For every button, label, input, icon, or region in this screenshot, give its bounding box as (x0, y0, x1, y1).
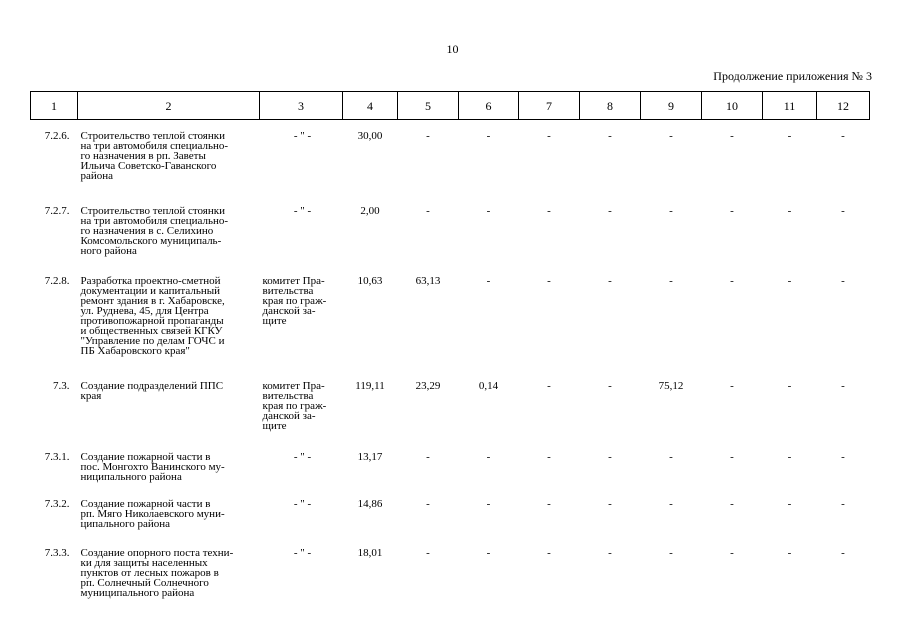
value-cell: - (547, 205, 551, 217)
measure-name-line: ного района (80, 245, 137, 257)
measure-name-line: на три автомобиля специально- (80, 140, 229, 152)
value-cell: - (669, 130, 673, 142)
column-header: 7 (519, 92, 580, 120)
value-cell: - (669, 275, 673, 287)
value-cell: - (486, 547, 491, 559)
measure-name (78, 548, 260, 608)
executor (260, 499, 343, 548)
measure-name-line: го назначения в с. Селихино (80, 225, 214, 237)
value-cell: - (486, 275, 491, 287)
measure-name-line: рп. Мяго Николаевского муни- (80, 508, 225, 520)
measure-name-line: Строительство теплой стоянки (80, 130, 225, 142)
value-cell: - (608, 205, 612, 217)
column-header: 6 (459, 92, 519, 120)
value-cell: - (841, 498, 845, 510)
measure-name (78, 131, 260, 206)
value-cell: - (608, 130, 612, 142)
table-body (31, 120, 870, 609)
column-header: 1 (31, 92, 78, 120)
value-cell: - (608, 380, 612, 392)
measure-name (78, 452, 260, 499)
value-cell: - (787, 205, 792, 217)
row-number: 7.3.1. (44, 451, 70, 463)
value-cell: - (486, 451, 491, 463)
value-cell: - (608, 451, 612, 463)
value-cell: - (608, 547, 612, 559)
value-cell: - (486, 498, 491, 510)
executor (260, 452, 343, 499)
measure-name-line: пос. Монгохто Ванинского му- (80, 461, 225, 473)
value-cell: - (787, 498, 792, 510)
column-header: 11 (763, 92, 817, 120)
measure-name (78, 381, 260, 452)
measure-name-line: Создание подразделений ППС (80, 380, 224, 392)
value-cell: 14,86 (357, 498, 383, 510)
executor (260, 131, 343, 206)
column-header: 3 (260, 92, 343, 120)
value-cell: - (841, 275, 845, 287)
value-cell: - (730, 547, 734, 559)
continuation-caption: Продолжение приложения № 3 (713, 69, 872, 83)
value-cell: - (787, 130, 792, 142)
measure-name-line: ремонт здания в г. Хабаровске, (80, 295, 225, 307)
column-header: 10 (702, 92, 763, 120)
executor-line: комитет Пра- (262, 275, 325, 287)
executor-line: данской за- (262, 305, 316, 317)
value-cell: - (669, 205, 673, 217)
value-cell: - (608, 275, 612, 287)
table-row (31, 276, 870, 381)
executor-line: вительства (262, 285, 314, 297)
value-cell: - (426, 498, 430, 510)
executor-line: данской за- (262, 410, 316, 422)
value-cell: - (547, 380, 551, 392)
value-cell: - (841, 380, 845, 392)
measure-name-line: Разработка проектно-сметной (80, 275, 221, 287)
row-number: 7.3.2. (44, 498, 70, 510)
executor-line: щите (262, 420, 287, 432)
measure-name-line: "Управление по делам ГОЧС и (80, 335, 225, 347)
executor-line: - " - (293, 205, 312, 217)
column-header: 12 (817, 92, 870, 120)
column-header: 2 (78, 92, 260, 120)
value-cell: - (730, 275, 734, 287)
value-cell: - (787, 547, 792, 559)
measure-name-line: Создание пожарной части в (80, 498, 211, 510)
value-cell: - (547, 275, 551, 287)
value-cell: - (486, 130, 491, 142)
value-cell: 0,14 (478, 380, 499, 392)
measure-name-line: ПБ Хабаровского края" (80, 345, 190, 357)
measure-name-line: Создание опорного поста техни- (80, 547, 234, 559)
value-cell: - (669, 547, 673, 559)
measure-name (78, 276, 260, 381)
measure-name-line: ки для защиты населенных (80, 557, 208, 569)
executor-line: - " - (293, 451, 312, 463)
value-cell: - (426, 451, 430, 463)
measure-name-line: пунктов от лесных пожаров в (80, 567, 219, 579)
value-cell: - (486, 205, 491, 217)
measure-name (78, 499, 260, 548)
executor (260, 276, 343, 381)
value-cell: 10,63 (357, 275, 383, 287)
value-cell: - (730, 451, 734, 463)
executor-line: края по граж- (262, 400, 327, 412)
row-number: 7.3.3. (44, 547, 70, 559)
measure-name-line: ул. Руднева, 45, для Центра (80, 305, 209, 317)
value-cell: 23,29 (415, 380, 441, 392)
value-cell: 119,11 (355, 380, 385, 392)
measure-name-line: противопожарной пропаганды (80, 315, 224, 327)
value-cell: - (669, 498, 673, 510)
measure-name-line: на три автомобиля специально- (80, 215, 229, 227)
value-cell: - (730, 380, 734, 392)
measure-name-line: Комсомольского муниципаль- (80, 235, 222, 247)
row-number: 7.2.8. (44, 275, 70, 287)
measure-name-line: Строительство теплой стоянки (80, 205, 225, 217)
table-row (31, 131, 870, 206)
column-header: 8 (580, 92, 641, 120)
measure-name-line: Ильича Советско-Гаванского (80, 160, 217, 172)
value-cell: - (787, 380, 792, 392)
value-cell: - (426, 205, 430, 217)
value-cell: - (426, 547, 430, 559)
measure-name-line: го назначения в рп. Заветы (80, 150, 206, 162)
measure-name-line: Создание пожарной части в (80, 451, 211, 463)
value-cell: - (547, 130, 551, 142)
measure-name-line: и общественных связей КГКУ (80, 325, 223, 337)
value-cell: - (547, 498, 551, 510)
table-row (31, 548, 870, 608)
value-cell: 2,00 (360, 205, 380, 217)
value-cell: 75,12 (658, 380, 684, 392)
value-cell: - (841, 130, 845, 142)
executor (260, 548, 343, 608)
executor-line: щите (262, 315, 287, 327)
executor (260, 206, 343, 276)
value-cell: 63,13 (415, 275, 441, 287)
value-cell: - (730, 205, 734, 217)
value-cell: - (426, 130, 430, 142)
value-cell: - (787, 451, 792, 463)
column-header: 9 (641, 92, 702, 120)
executor-line: вительства (262, 390, 314, 402)
executor-line: комитет Пра- (262, 380, 325, 392)
column-header: 4 (343, 92, 398, 120)
column-header: 5 (398, 92, 459, 120)
measure-name-line: района (80, 170, 114, 182)
page-number: 10 (446, 42, 459, 56)
executor-line: края по граж- (262, 295, 327, 307)
value-cell: - (730, 498, 734, 510)
measure-name-line: края (80, 390, 102, 402)
executor (260, 381, 343, 452)
appendix-table (30, 91, 870, 608)
value-cell: - (841, 205, 845, 217)
value-cell: - (787, 275, 792, 287)
value-cell: 18,01 (357, 547, 383, 559)
measure-name (78, 206, 260, 276)
executor-line: - " - (293, 130, 312, 142)
row-number: 7.2.6. (44, 130, 70, 142)
value-cell: - (841, 547, 845, 559)
measure-name-line: муниципального района (80, 587, 195, 599)
value-cell: - (547, 547, 551, 559)
table-row (31, 499, 870, 548)
measure-name-line: ципального района (80, 518, 171, 530)
executor-line: - " - (293, 547, 312, 559)
table-row (31, 452, 870, 499)
measure-name-line: рп. Солнечный Солнечного (80, 577, 209, 589)
value-cell: - (730, 130, 734, 142)
row-number: 7.3. (53, 380, 70, 392)
table-row (31, 381, 870, 452)
table-row (31, 206, 870, 276)
executor-line: - " - (293, 498, 312, 510)
value-cell: 13,17 (357, 451, 383, 463)
value-cell: 30,00 (357, 130, 383, 142)
row-number: 7.2.7. (44, 205, 70, 217)
value-cell: - (841, 451, 845, 463)
value-cell: - (547, 451, 551, 463)
header-row (31, 92, 870, 120)
measure-name-line: ниципального района (80, 471, 182, 483)
value-cell: - (669, 451, 673, 463)
value-cell: - (608, 498, 612, 510)
measure-name-line: документации и капитальный (80, 285, 221, 297)
